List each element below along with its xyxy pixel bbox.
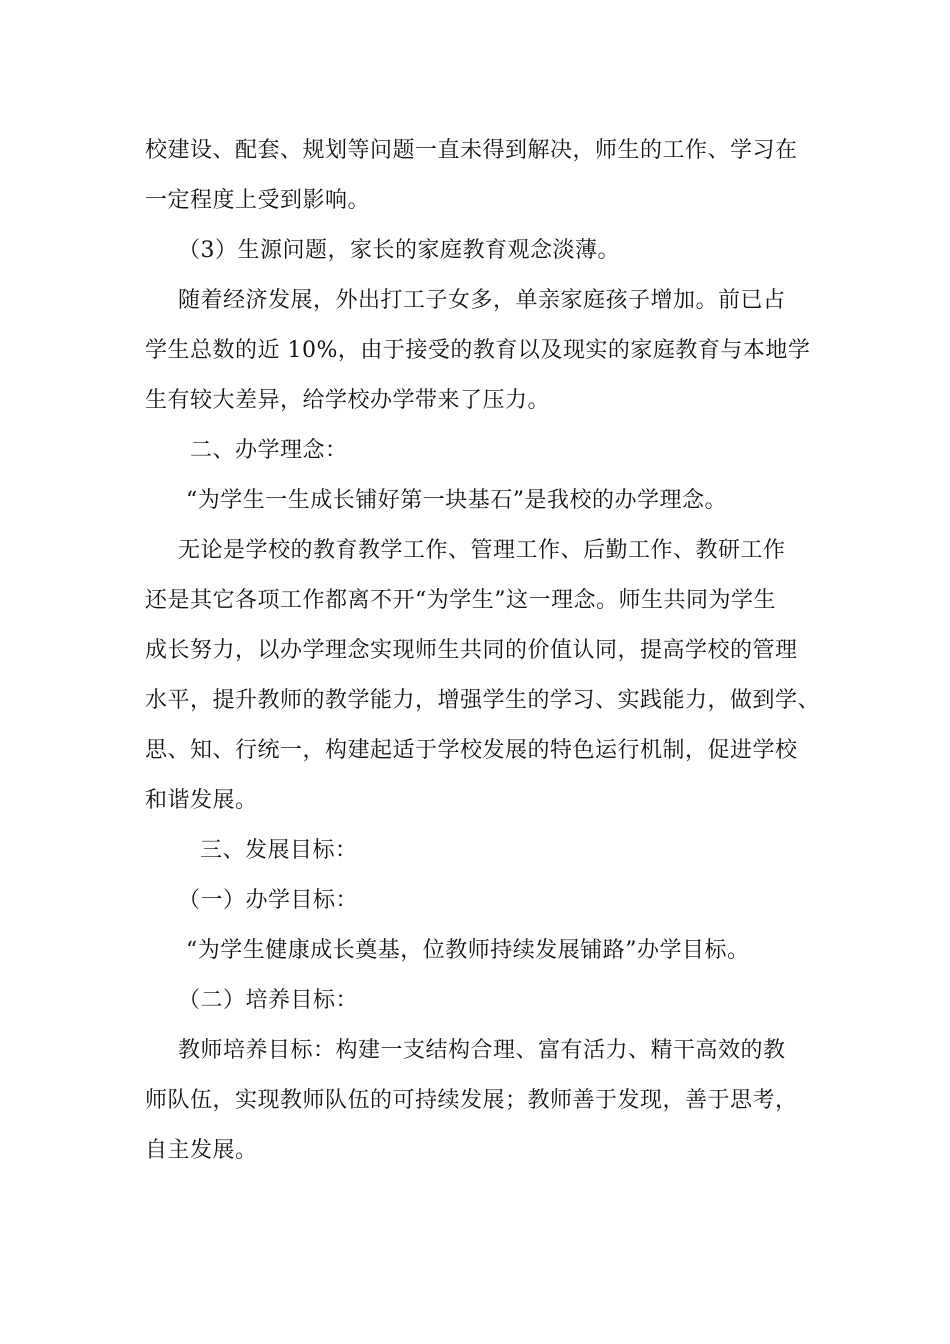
text-line: 还是其它各项工作都离不开“为学生”这一理念。师生共同为学生 xyxy=(145,588,776,613)
text-line: 自主发展。 xyxy=(145,1138,258,1163)
paragraph-start: “为学生健康成长奠基，位教师持续发展铺路”办学目标。 xyxy=(186,938,750,963)
list-item-heading: （3）生源问题，家长的家庭教育观念淡薄。 xyxy=(178,238,620,263)
paragraph-start: “为学生一生成长铺好第一块基石”是我校的办学理念。 xyxy=(186,488,727,513)
section-heading: 三、发展目标： xyxy=(200,838,358,863)
paragraph-start: 随着经济发展，外出打工子女多，单亲家庭孩子增加。前已占 xyxy=(178,288,786,313)
subsection-heading: （一）办学目标： xyxy=(178,888,359,913)
text-line: 和谐发展。 xyxy=(145,788,258,813)
subsection-heading: （二）培养目标： xyxy=(178,988,359,1013)
paragraph-start: 无论是学校的教育教学工作、管理工作、后勤工作、教研工作 xyxy=(178,538,786,563)
text-line: 校建设、配套、规划等问题一直未得到解决，师生的工作、学习在 xyxy=(145,138,798,163)
text-line: 水平，提升教师的教学能力，增强学生的学习、实践能力，做到学、 xyxy=(145,688,821,713)
text-line: 学生总数的近 10%，由于接受的教育以及现实的家庭教育与本地学 xyxy=(145,338,811,363)
text-line: 师队伍，实现教师队伍的可持续发展；教师善于发现，善于思考， xyxy=(145,1088,798,1113)
text-line: 思、知、行统一，构建起适于学校发展的特色运行机制，促进学校 xyxy=(145,738,798,763)
text-line: 生有较大差异，给学校办学带来了压力。 xyxy=(145,388,551,413)
text-line: 一定程度上受到影响。 xyxy=(145,188,371,213)
section-heading: 二、办学理念： xyxy=(190,438,348,463)
text-line: 成长努力，以办学理念实现师生共同的价值认同，提高学校的管理 xyxy=(145,638,798,663)
paragraph-start: 教师培养目标：构建一支结构合理、富有活力、精干高效的教 xyxy=(178,1038,786,1063)
